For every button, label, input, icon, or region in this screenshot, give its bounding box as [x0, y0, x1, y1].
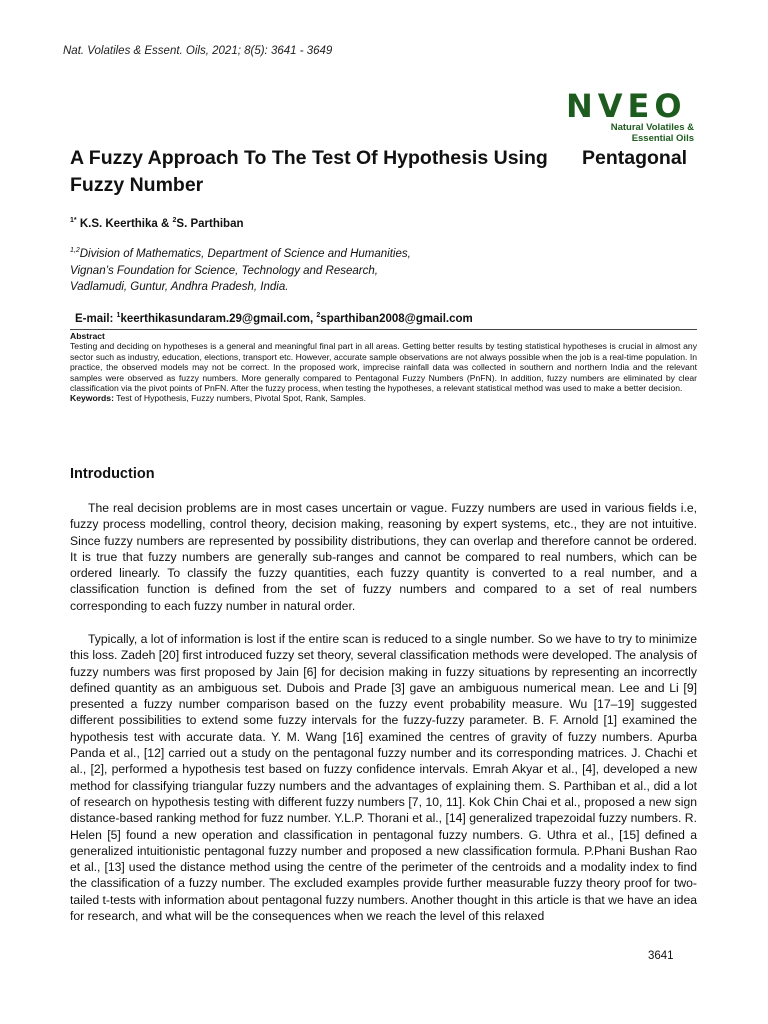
affiliation-marker: 1,2 — [70, 247, 80, 255]
affiliation-line2: Vignan’s Foundation for Science, Technology and Research, — [70, 264, 378, 277]
affiliation — [70, 246, 411, 296]
keywords-line — [70, 393, 697, 403]
title-line2: Fuzzy Number — [70, 174, 204, 196]
introduction-heading: Introduction — [70, 466, 155, 482]
email2-marker: 2 — [316, 312, 321, 320]
author-list — [70, 218, 244, 230]
introduction-paragraph-2: Typically, a lot of information is lost if the entire scan is reduced to a single number. So we have to try to minimize this loss. Zadeh [20] first introduced fuzzy set theory, several classification methods were developed. The analysis of fuzzy numbers was first proposed by Jain [6] for decision making in fuzzy situations by representing an incorrectly defined quantity as an ambiguous set. Dubois and Prade [3] gave an ambiguous numerical mean. Lee and Li [9] presented a fuzzy number comparison based on the fuzzy event probability measure. Wu [17–19] suggested different possibilities to extend some fuzzy intervals for the fuzzy-fuzzy parameter. B. F. Arnold [1] examined the hypothesis test with accurate data. Y. M. Wang [16] examined the centres of gravity of fuzzy numbers. Apurba Panda et al., [12] carried out a study on the pentagonal fuzzy number and its corresponding matrices. J. Chachi et al., [2], performed a hypothesis test based on fuzzy confidence intervals. Emrah Akyar et al., [4], developed a new method for classifying triangular fuzzy numbers and the advantages of explaining them. S. Parthiban et al., did a lot of research on hypothesis testing with different fuzzy numbers [7, 10, 11]. Kok Chin Chai et al., proposed a new sign distance-based ranking method for fuzz number. Y.L.P. Thorani et al., [14] generalized trapezoidal fuzzy numbers. R. Helen [5] found a new operation and classification in pentagonal fuzzy numbers. G. Uthra et al., [15] defined a generalized intuitionistic pentagonal fuzzy number and proposed a new classification formula. P.Phani Bushan Rao et al., [13] used the distance method using the centre of the perimeter of the centroids and a modality index to find the classification of a fuzzy number. The excluded examples provide further measurable fuzzy theory proof for two-tailed t-tests with information about pentagonal fuzzy numbers. Another thought in this article is that we have an idea for research, and what will be the consequences when we reach the level of this relaxed — [70, 632, 697, 924]
email2-link[interactable]: sparthiban2008@gmail.com — [320, 313, 473, 325]
introduction-paragraph-1: The real decision problems are in most cases uncertain or vague. Fuzzy numbers are used in various fields i.e, fuzzy process modelling, control theory, decision making, reasoning by expert systems, etc., they are not intuitive. Since fuzzy numbers are represented by possibility distributions, they can overlap and therefore cannot be ordered. It is true that fuzzy numbers are generally sub-ranges and cannot be compared to real numbers, which can be ordered linearly. To classify the fuzzy quantities, each fuzzy quantity is converted to a real number, and a classification function is defined from the set of fuzzy numbers and compared to a set of real numbers corresponding to each fuzzy number in natural order. — [70, 501, 697, 613]
title-line1: A Fuzzy Approach To The Test Of Hypothesis Using — [70, 147, 548, 169]
abstract-block — [70, 331, 697, 404]
author1-name: K.S. Keerthika & — [76, 218, 173, 230]
journal-reference: Nat. Volatiles & Essent. Oils, 2021; 8(5): 3641 - 3649 — [63, 45, 333, 57]
keywords-label: Keywords: — [70, 393, 114, 404]
author2-marker: 2 — [172, 217, 177, 225]
abstract-heading: Abstract — [70, 331, 105, 341]
email1-marker: 1 — [116, 312, 121, 320]
contact-emails — [75, 313, 473, 325]
logo-wordmark: NVEO — [566, 87, 687, 125]
title-line1-end: Pentagonal — [582, 147, 688, 169]
email-label: E-mail: — [75, 313, 117, 325]
author2-name: S. Parthiban — [176, 218, 244, 230]
page-number: 3641 — [648, 950, 674, 962]
paper-title — [70, 145, 700, 199]
keywords-list: Test of Hypothesis, Fuzzy numbers, Pivotal Spot, Rank, Samples. — [113, 393, 366, 404]
abstract-divider — [70, 329, 697, 330]
logo-subtitle-line2: Essential Oils — [631, 133, 694, 144]
abstract-text: Testing and deciding on hypotheses is a general and meaningful final part in all areas. Getting better results by testing statistical hypotheses is crucial in almost any sector such as industry, education, elections, transport etc. However, accurate sample observations are not always possible when the job is a real-time population. In practice, the observed models may not be correct. In the proposed work, imprecise rainfall data was collected in southern and northern India and the relevant samples were observed as fuzzy numbers. More generally compared to Pentagonal Fuzzy Numbers (PnFN). In addition, fuzzy numbers are eliminated by clear classification via the pivot points of PnFN. After the fuzzy process, when testing the hypotheses, a relevant statistical method was used to make a better decision. — [70, 341, 697, 394]
journal-logo — [566, 87, 698, 144]
affiliation-line1: Division of Mathematics, Department of Science and Humanities, — [79, 248, 411, 260]
author1-marker: 1* — [70, 217, 77, 225]
logo-subtitle-line1: Natural Volatiles & — [610, 122, 694, 133]
email1-link[interactable]: keerthikasundaram.29@gmail.com, — [120, 313, 317, 325]
affiliation-line3: Vadlamudi, Guntur, Andhra Pradesh, India. — [70, 281, 289, 293]
